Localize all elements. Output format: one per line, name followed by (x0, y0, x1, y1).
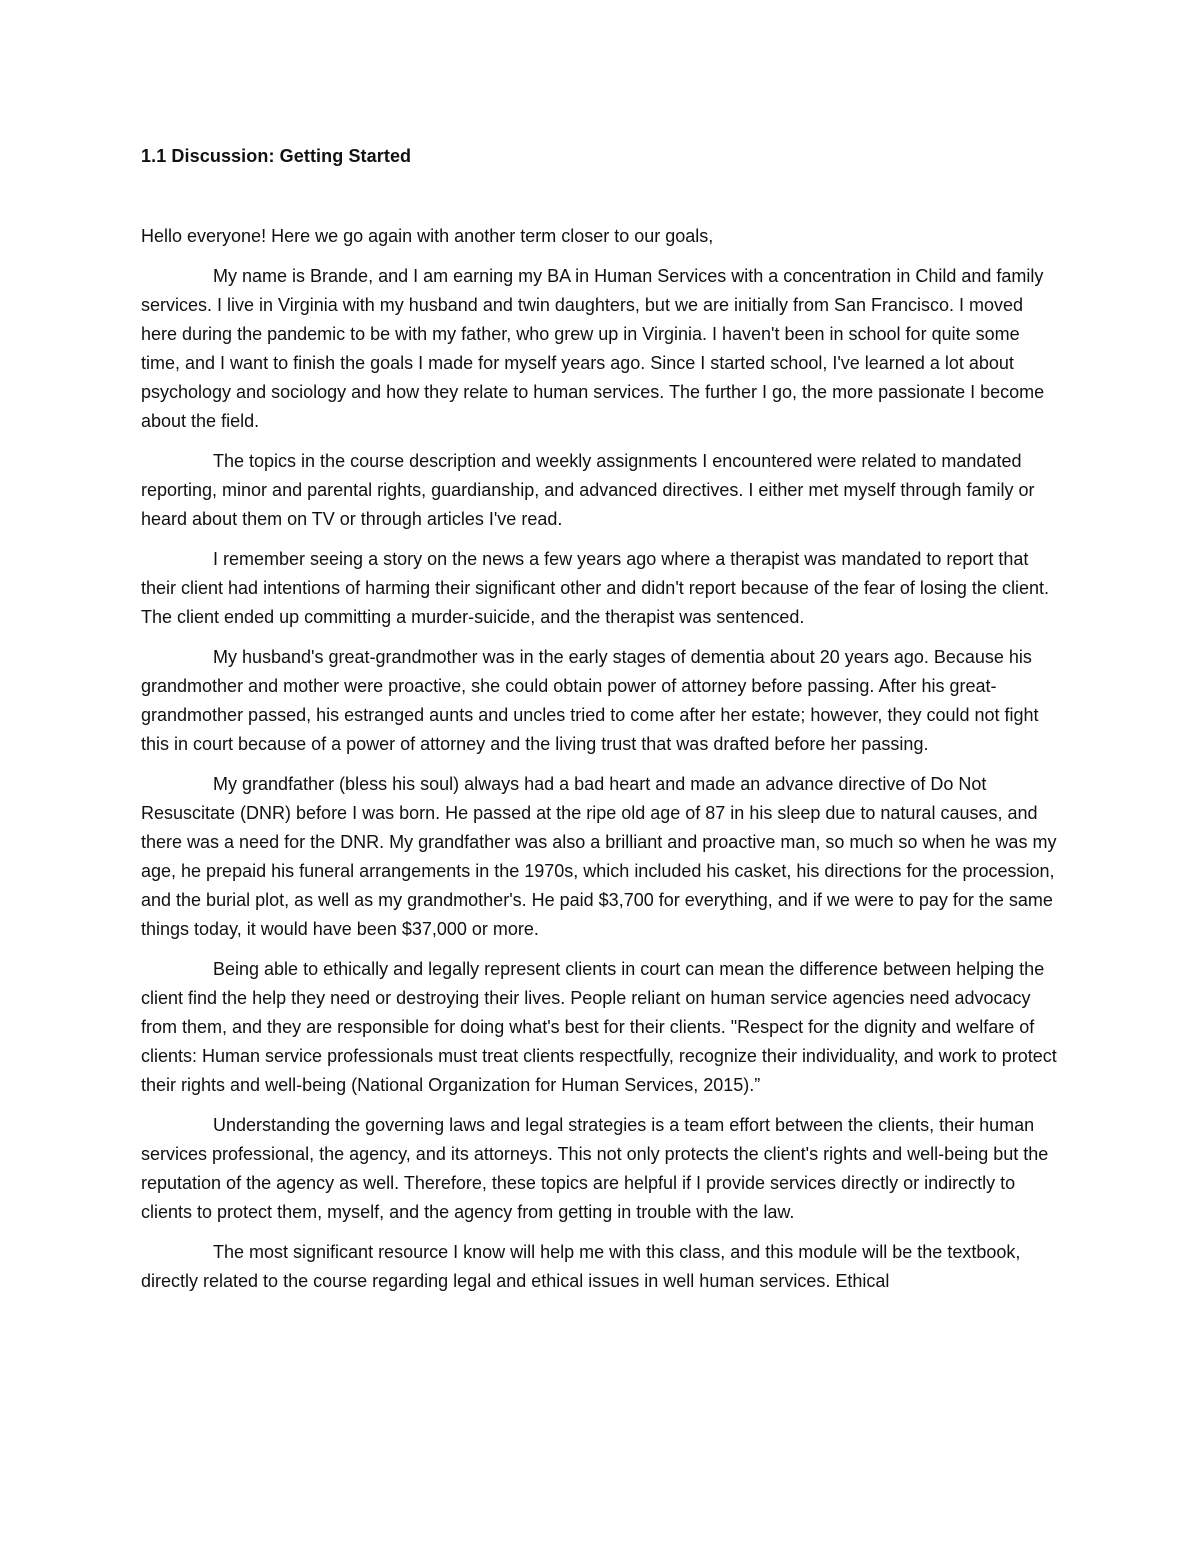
greeting-line: Hello everyone! Here we go again with another term closer to our goals, (141, 226, 714, 246)
paragraph-governing-laws: Understanding the governing laws and legal strategies is a team effort between the clients, their human services professional, the agency, and its attorneys. This not only protects the client's rights and well-being but the reputation of the agency as well. Therefore, these topics are helpful if I provide services directly or indirectly to clients to protect them, myself, and the agency from getting in trouble with the law. (141, 1115, 1049, 1222)
paragraph-client-advocacy: Being able to ethically and legally represent clients in court can mean the difference between helping the client find the help they need or destroying their lives. People reliant on human service agencies need advocacy from them, and they are responsible for doing what's best for their clients. "Respect for the dignity and welfare of clients: Human service professionals must treat clients respectfully, recognize their individuality, and work to protect their rights and well-being (National Organization for Human Services, 2015).” (141, 959, 1057, 1095)
paragraph-course-topics: The topics in the course description and weekly assignments I encountered were related to mandated reporting, minor and parental rights, guardianship, and advanced directives. I either met myself through family or heard about them on TV or through articles I've read. (141, 451, 1035, 529)
paragraph-resources: The most significant resource I know will help me with this class, and this module will be the textbook, directly related to the course regarding legal and ethical issues in well human services. Ethical (141, 1242, 1021, 1291)
paragraph-introduction: My name is Brande, and I am earning my BA in Human Services with a concentration in Child and family services. I live in Virginia with my husband and twin daughters, but we are initially from San Francisco. I moved here during the pandemic to be with my father, who grew up in Virginia. I haven't been in school for quite some time, and I want to finish the goals I made for myself years ago. Since I started school, I've learned a lot about psychology and sociology and how they relate to human services. The further I go, the more passionate I become about the field. (141, 266, 1045, 431)
document-title: 1.1 Discussion: Getting Started (141, 146, 412, 166)
paragraph-advance-directive: My grandfather (bless his soul) always had a bad heart and made an advance directive of Do Not Resuscitate (DNR) before I was born. He passed at the ripe old age of 87 in his sleep due to natural causes, and there was a need for the DNR. My grandfather was also a brilliant and proactive man, so much so when he was my age, he prepaid his funeral arrangements in the 1970s, which included his casket, his directions for the procession, and the burial plot, as well as my grandmother's. He paid $3,700 for everything, and if we were to pay for the same things today, it would have been $37,000 or more. (141, 774, 1057, 939)
paragraph-power-of-attorney: My husband's great-grandmother was in the early stages of dementia about 20 years ago. Because his grandmother and mother were proactive, she could obtain power of attorney before passing. After his great-grandmother passed, his estranged aunts and uncles tried to come after her estate; however, they could not fight this in court because of a power of attorney and the living trust that was drafted before her passing. (141, 647, 1039, 754)
paragraph-news-story: I remember seeing a story on the news a few years ago where a therapist was mandated to report that their client had intentions of harming their significant other and didn't report because of the fear of losing the client. The client ended up committing a murder-suicide, and the therapist was sentenced. (141, 549, 1049, 627)
document-body (141, 144, 1059, 1307)
